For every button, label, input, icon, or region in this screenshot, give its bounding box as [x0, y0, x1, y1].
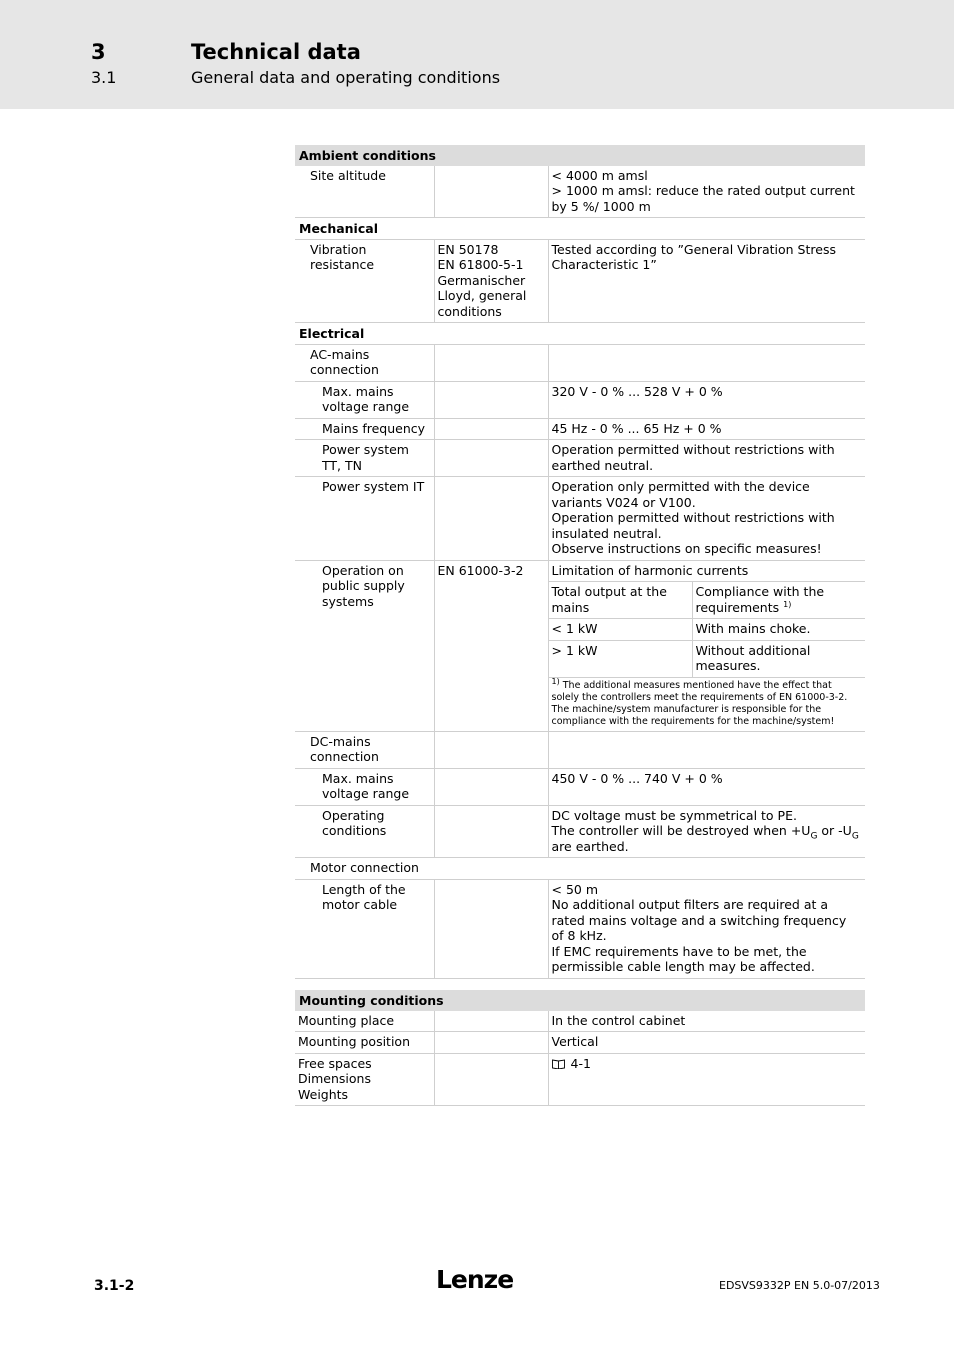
harmonics-col-compliance: Compliance with the requirements $^{1)}$: [692, 582, 865, 619]
table-row: [295, 768, 865, 805]
table-row: [295, 1011, 865, 1032]
harmonics-compliance-1: With mains choke.: [692, 619, 865, 641]
section-number: 3.1: [91, 68, 117, 87]
site-altitude-value: < 4000 m amsl > 1000 m amsl: reduce the rated output current by 5 %/ 1000 m: [548, 166, 865, 218]
public-supply-label: Operation on public supply systems: [295, 560, 434, 731]
ac-mains-label: AC-mains connection: [295, 344, 434, 381]
section-row-mechanical: [295, 218, 865, 240]
dc-voltage-value: 450 V - 0 % ... 740 V + 0 %: [548, 768, 865, 805]
ambient-heading: Ambient conditions: [295, 145, 865, 166]
mounting-table: [295, 990, 865, 1106]
power-system-it-label: Power system IT: [295, 477, 434, 561]
power-system-tt-label: Power system TT, TN: [295, 440, 434, 477]
cable-length-label: Length of the motor cable: [295, 879, 434, 978]
mounting-place-label: Mounting place: [295, 1011, 434, 1032]
table-row: [295, 166, 865, 218]
mounting-position-value: Vertical: [548, 1032, 865, 1054]
mounting-place-value: In the control cabinet: [548, 1011, 865, 1032]
harmonics-compliance-2: Without additional measures.: [692, 640, 865, 677]
dc-operating-label: Operating conditions: [295, 805, 434, 858]
table-row: [295, 858, 865, 880]
public-supply-standard: EN 61000-3-2: [434, 560, 548, 731]
document-id: EDSVS9332P EN 5.0-07/2013: [719, 1279, 880, 1292]
table-row: [295, 239, 865, 323]
vibration-standards: EN 50178 EN 61800-5-1 Germanischer Lloyd, general conditions: [434, 239, 548, 323]
lenze-logo: [436, 1264, 514, 1294]
dc-mains-label: DC-mains connection: [295, 731, 434, 768]
page-header: [0, 0, 954, 109]
section-title: General data and operating conditions: [191, 68, 501, 87]
chapter-number: 3: [91, 40, 106, 64]
mains-frequency-value: 45 Hz - 0 % ... 65 Hz + 0 %: [548, 418, 865, 440]
free-spaces-reference[interactable]: 4-1: [548, 1053, 865, 1106]
harmonics-power-1: < 1 kW: [548, 619, 692, 641]
section-row-electrical: [295, 323, 865, 345]
free-spaces-label: Free spaces Dimensions Weights: [295, 1053, 434, 1106]
mounting-position-label: Mounting position: [295, 1032, 434, 1054]
mains-frequency-label: Mains frequency: [295, 418, 434, 440]
table-row: [295, 805, 865, 858]
power-system-tt-value: Operation permitted without restrictions with earthed neutral.: [548, 440, 865, 477]
harmonics-col-output: Total output at the mains: [548, 582, 692, 619]
table-row: [295, 418, 865, 440]
table-row: [295, 381, 865, 418]
ac-voltage-value: 320 V - 0 % ... 528 V + 0 %: [548, 381, 865, 418]
chapter-title: Technical data: [191, 40, 361, 64]
cable-length-value: < 50 m No additional output filters are required at a rated mains voltage and a switching frequency of 8 kHz. If EMC requirements have to be met, the permissible cable length may be affected.: [548, 879, 865, 978]
site-altitude-label: Site altitude: [295, 166, 434, 218]
table-row: [295, 344, 865, 381]
table-row: [295, 1032, 865, 1054]
ac-voltage-label: Max. mains voltage range: [295, 381, 434, 418]
dc-operating-value: DC voltage must be symmetrical to PE. The controller will be destroyed when $+U_G$ or $-U_G$ are earthed.: [548, 805, 865, 858]
mounting-heading: Mounting conditions: [295, 990, 865, 1011]
book-icon: [552, 1059, 565, 1069]
technical-data-table: [295, 145, 865, 979]
harmonics-power-2: > 1 kW: [548, 640, 692, 677]
mechanical-heading: Mechanical: [295, 218, 865, 240]
svg-text:Lenze: Lenze: [436, 1265, 514, 1294]
footnote: $^{1)}$ The additional measures mentioned have the effect that solely the controllers meet the requirements of EN 61000-3-2. The machine/system manufacturer is responsible for the compliance with the requirements for the machine/system!: [548, 677, 865, 731]
table-row: [295, 477, 865, 561]
table-row: [295, 560, 865, 582]
public-supply-value: Limitation of harmonic currents: [548, 560, 865, 582]
vibration-label: Vibration resistance: [295, 239, 434, 323]
power-system-it-value: Operation only permitted with the device variants V024 or V100. Operation permitted without restrictions with insulated neutral. Observe instructions on specific measures!: [548, 477, 865, 561]
table-row: [295, 879, 865, 978]
dc-voltage-label: Max. mains voltage range: [295, 768, 434, 805]
table-row: [295, 731, 865, 768]
section-row-ambient: [295, 145, 865, 166]
motor-connection-label: Motor connection: [295, 858, 865, 880]
table-row: [295, 1053, 865, 1106]
section-row-mounting: [295, 990, 865, 1011]
table-row: [295, 440, 865, 477]
vibration-value: Tested according to ”General Vibration Stress Characteristic 1”: [548, 239, 865, 323]
electrical-heading: Electrical: [295, 323, 865, 345]
page-number: 3.1-2: [94, 1278, 135, 1294]
